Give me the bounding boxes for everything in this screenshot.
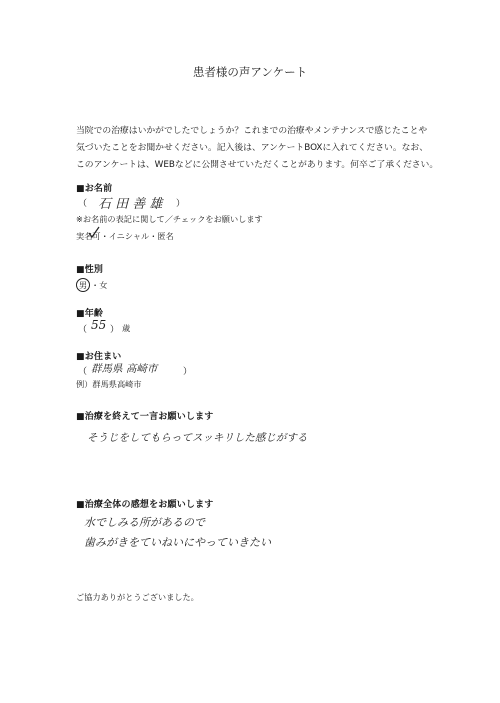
gender-male-circled: 男 xyxy=(76,278,90,292)
gender-female: ・女 xyxy=(91,280,108,290)
address-value: 群馬県 高崎市 xyxy=(91,363,158,375)
age-close-paren: ） xyxy=(110,325,120,335)
address-open-paren: （ xyxy=(78,367,88,377)
impression-heading: ■治療全体の感想をお願いします xyxy=(76,500,214,510)
name-options: 実名可・イニシャル・匿名 xyxy=(76,231,174,241)
page-title: 患者様の声アンケート xyxy=(192,65,308,79)
intro-line: 気づいたことをお聞かせください。記入後は、アンケートBOXに入れてください。なお、 xyxy=(76,143,429,153)
comment-heading: ■治療を終えて一言お願いします xyxy=(76,412,214,422)
gender-heading: ■性別 xyxy=(76,265,104,275)
impression-answer-line-2: 歯みがきをていねいにやっていきたい xyxy=(84,536,271,549)
age-value: 55 xyxy=(91,318,107,332)
address-heading: ■お住まい xyxy=(76,352,122,362)
name-value: 石 田 善 雄 xyxy=(98,197,163,212)
intro-line: 当院での治療はいかがでしたでしょうか？これまでの治療やメンテナンスで感じたことや xyxy=(76,126,428,136)
comment-answer: そうじをしてもらってスッキリした感じがする xyxy=(87,432,308,444)
closing-message: ご協力ありがとうございました。 xyxy=(76,592,199,602)
age-heading: ■年齢 xyxy=(76,309,104,319)
age-open-paren: （ xyxy=(78,325,88,335)
name-notation-note: ※お名前の表記に関して／チェックをお願いします xyxy=(76,214,263,224)
address-example: 例）群馬県高崎市 xyxy=(76,379,142,389)
intro-text xyxy=(76,123,476,174)
name-open-paren: （ xyxy=(78,199,88,209)
intro-line: このアンケートは、WEBなどに公開させていただくことがあります。何卒ご了承ください。 xyxy=(76,160,439,170)
address-close-paren: ） xyxy=(183,367,193,377)
age-unit: 歳 xyxy=(122,323,131,333)
impression-answer-line-1: 水でしみる所があるので xyxy=(84,516,205,529)
name-heading: ■お名前 xyxy=(76,184,113,194)
checkmark-icon xyxy=(87,225,101,239)
gender-options xyxy=(76,278,107,292)
name-close-paren: ） xyxy=(176,199,186,209)
